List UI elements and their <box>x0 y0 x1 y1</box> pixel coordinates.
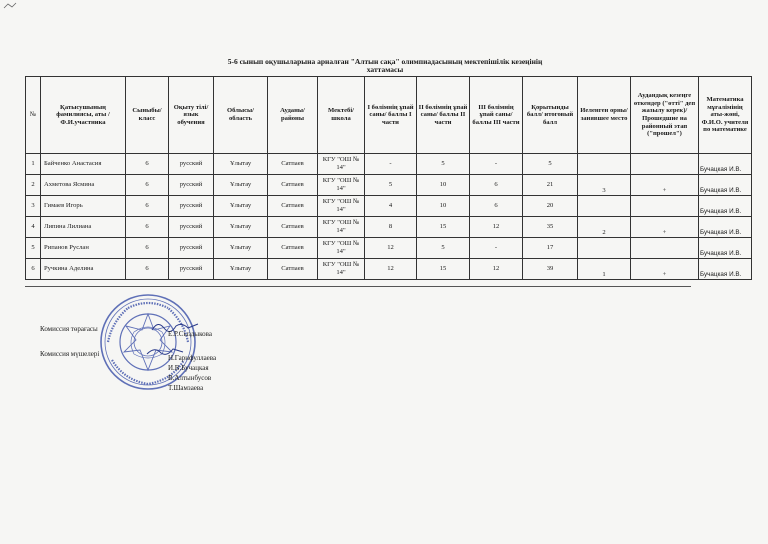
cell-total-score: 21 <box>523 175 578 196</box>
cell-region: Ұлытау <box>214 175 268 196</box>
cell-teacher-name: Бучацкая И.В. <box>699 259 752 280</box>
cell-place: 2 <box>578 217 631 238</box>
cell-part-1-score: 5 <box>365 175 417 196</box>
cell-school: КГУ "ОШ № 14" <box>318 238 365 259</box>
cell-passed <box>631 196 699 217</box>
header-passed: Аудандық кезеңге өткендер ("өтті" деп жазылу керек)/ Прошедшие на районный этап ("прошел") <box>631 77 699 154</box>
cell-language: русский <box>169 217 214 238</box>
cell-district: Сатпаев <box>268 217 318 238</box>
cell-district: Сатпаев <box>268 175 318 196</box>
title-line-1: 5-6 сынып оқушыларына арналған "Алтын сақа" олимпиадасының мектепішілік кезеңінің <box>227 57 543 66</box>
cell-participant-name: Ахметова Ясмина <box>41 175 126 196</box>
members-label: Комиссия мүшелері <box>40 350 100 358</box>
cell-participant-name: Гимаев Игорь <box>41 196 126 217</box>
cell-part-2-score: 15 <box>417 217 470 238</box>
header-class: Сыныбы/класс <box>126 77 169 154</box>
cell-class: 6 <box>126 259 169 280</box>
cell-district: Сатпаев <box>268 259 318 280</box>
cell-region: Ұлытау <box>214 217 268 238</box>
cell-part-2-score: 10 <box>417 175 470 196</box>
cell-number: 4 <box>26 217 41 238</box>
cell-teacher-name: Бучацкая И.В. <box>699 175 752 196</box>
cell-part-2-score: 5 <box>417 154 470 175</box>
cell-language: русский <box>169 196 214 217</box>
cell-class: 6 <box>126 217 169 238</box>
cell-part-3-score: 12 <box>470 217 523 238</box>
cell-passed: + <box>631 217 699 238</box>
cell-participant-name: Байченко Анастасия <box>41 154 126 175</box>
header-part-1: I бөлімнің ұпай саны/ баллы I части <box>365 77 417 154</box>
cell-total-score: 5 <box>523 154 578 175</box>
cell-passed <box>631 154 699 175</box>
cell-part-1-score: 8 <box>365 217 417 238</box>
document-title <box>150 58 620 74</box>
cell-part-1-score: - <box>365 154 417 175</box>
header-part-3: III бөлімнің ұпай саны/ баллы III части <box>470 77 523 154</box>
table-row <box>26 259 752 280</box>
cell-participant-name: Рипанов Руслан <box>41 238 126 259</box>
member-name-3: В.Алтынбусов <box>168 374 212 382</box>
table-row <box>26 175 752 196</box>
cell-language: русский <box>169 238 214 259</box>
cell-participant-name: Липина Лилиана <box>41 217 126 238</box>
cell-number: 3 <box>26 196 41 217</box>
cell-number: 2 <box>26 175 41 196</box>
cell-school: КГУ "ОШ № 14" <box>318 259 365 280</box>
chair-label: Комиссия төрағасы <box>40 325 98 333</box>
cell-number: 6 <box>26 259 41 280</box>
cell-passed <box>631 238 699 259</box>
table-row <box>26 154 752 175</box>
cell-language: русский <box>169 175 214 196</box>
cell-part-2-score: 5 <box>417 238 470 259</box>
cell-school: КГУ "ОШ № 14" <box>318 196 365 217</box>
cell-school: КГУ "ОШ № 14" <box>318 154 365 175</box>
cell-class: 6 <box>126 175 169 196</box>
cell-part-1-score: 12 <box>365 259 417 280</box>
cell-language: русский <box>169 154 214 175</box>
header-language: Оқыту тілі/ язык обучения <box>169 77 214 154</box>
table-bottom-rule <box>25 286 691 287</box>
cell-region: Ұлытау <box>214 196 268 217</box>
cell-region: Ұлытау <box>214 154 268 175</box>
cell-part-1-score: 4 <box>365 196 417 217</box>
member-name-1: Н.Гарифуллаева <box>168 354 217 362</box>
cell-part-1-score: 12 <box>365 238 417 259</box>
header-school: Мектебі/ школа <box>318 77 365 154</box>
cell-part-3-score: - <box>470 238 523 259</box>
cell-participant-name: Ручкина Аделина <box>41 259 126 280</box>
cell-number: 1 <box>26 154 41 175</box>
cell-part-3-score: 6 <box>470 196 523 217</box>
title-line-2: хаттамасы <box>366 65 404 74</box>
cell-place <box>578 154 631 175</box>
cell-total-score: 20 <box>523 196 578 217</box>
chair-name: Е.Р.Сыздыкова <box>168 330 212 338</box>
table-row <box>26 238 752 259</box>
cell-place <box>578 196 631 217</box>
cell-teacher-name: Бучацкая И.В. <box>699 154 752 175</box>
cell-part-3-score: 12 <box>470 259 523 280</box>
cell-district: Сатпаев <box>268 196 318 217</box>
header-region: Облысы/ область <box>214 77 268 154</box>
cell-passed: + <box>631 259 699 280</box>
cell-place: 3 <box>578 175 631 196</box>
member-name-2: И.В.Бучацкая <box>168 364 209 372</box>
cell-teacher-name: Бучацкая И.В. <box>699 196 752 217</box>
cell-district: Сатпаев <box>268 154 318 175</box>
cell-passed: + <box>631 175 699 196</box>
cell-part-3-score: 6 <box>470 175 523 196</box>
member-name-4: Т.Шамзаева <box>168 384 204 392</box>
cell-teacher-name: Бучацкая И.В. <box>699 238 752 259</box>
cell-total-score: 39 <box>523 259 578 280</box>
cell-school: КГУ "ОШ № 14" <box>318 175 365 196</box>
table-header-row <box>26 77 752 154</box>
header-total: Қорытынды балл/ итоговый балл <box>523 77 578 154</box>
cell-part-3-score: - <box>470 154 523 175</box>
cell-language: русский <box>169 259 214 280</box>
cell-region: Ұлытау <box>214 259 268 280</box>
table-row <box>26 217 752 238</box>
cell-district: Сатпаев <box>268 238 318 259</box>
cell-part-2-score: 10 <box>417 196 470 217</box>
cell-place: 1 <box>578 259 631 280</box>
cell-class: 6 <box>126 154 169 175</box>
cell-class: 6 <box>126 196 169 217</box>
header-district: Ауданы/ районы <box>268 77 318 154</box>
header-number: № <box>26 77 41 154</box>
cell-place <box>578 238 631 259</box>
table-row <box>26 196 752 217</box>
header-place: Иеленген орны/ занявшее место <box>578 77 631 154</box>
cell-school: КГУ "ОШ № 14" <box>318 217 365 238</box>
header-teacher: Математика мұғалімінің аты-жөні, Ф.И.О. учителя по математике <box>699 77 752 154</box>
cell-class: 6 <box>126 238 169 259</box>
cell-teacher-name: Бучацкая И.В. <box>699 217 752 238</box>
cell-total-score: 17 <box>523 238 578 259</box>
results-table <box>25 76 752 280</box>
cell-total-score: 35 <box>523 217 578 238</box>
header-participant: Қатысушының фамилиясы, аты /Ф.И.участника <box>41 77 126 154</box>
header-part-2: II бөлімнің ұпай саны/ баллы II части <box>417 77 470 154</box>
cell-part-2-score: 15 <box>417 259 470 280</box>
corner-scan-mark <box>3 2 17 10</box>
cell-number: 5 <box>26 238 41 259</box>
cell-region: Ұлытау <box>214 238 268 259</box>
